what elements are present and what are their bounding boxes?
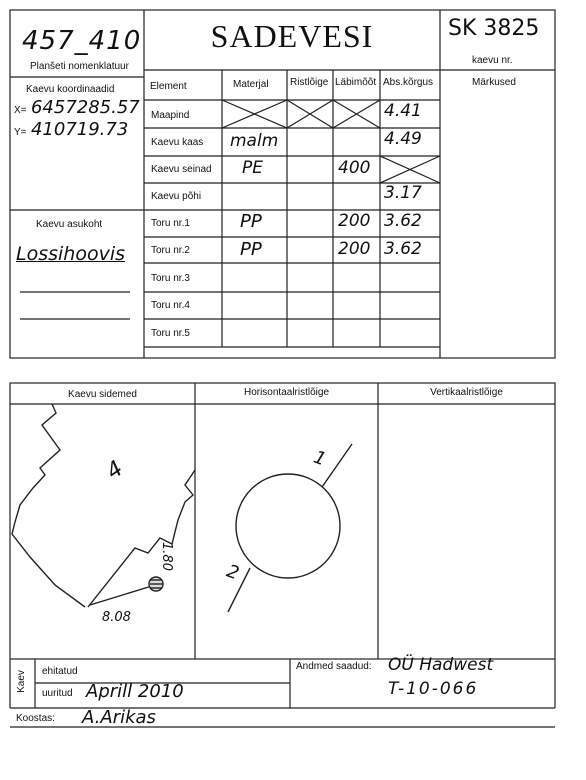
built-label: ehitatud (42, 666, 78, 677)
location-label: Kaevu asukoht (36, 219, 103, 230)
surveyed-value: Aprill 2010 (86, 681, 184, 702)
cell-toru2-diameter: 200 (338, 239, 371, 259)
well-id-label: kaevu nr. (472, 55, 513, 66)
form-title: SADEVESI (210, 18, 374, 54)
cell-kaas-abs: 4.49 (384, 129, 422, 149)
cell-toru1-material: PP (240, 211, 262, 232)
row-element-maapind: Maapind (151, 110, 190, 121)
compiled-label: Koostas: (16, 713, 55, 724)
pipe-2-label: 2 (223, 560, 242, 585)
col-header-abs-height: Abs.kõrgus (383, 77, 434, 88)
col-header-element: Element (150, 81, 187, 92)
distance-label-2: 8.08 (102, 610, 131, 625)
nomenclature-label: Planšeti nomenklatuur (30, 61, 129, 72)
row-element-toru1: Toru nr.1 (151, 218, 190, 229)
cell-toru2-abs: 3.62 (384, 239, 422, 259)
pipe-1-label: 1 (310, 446, 329, 471)
cell-toru1-abs: 3.62 (384, 211, 422, 231)
compiled-value: A.Arikas (82, 707, 156, 728)
sketch-col3-title: Vertikaalristlõige (430, 387, 503, 398)
coordinate-y (14, 119, 128, 140)
col-header-material: Materjal (233, 79, 269, 90)
building-outline (12, 404, 85, 607)
col-header-diameter: Läbimõõt (335, 77, 377, 88)
distance-label-1: 1.80 (158, 542, 174, 571)
y-value: 410719.73 (30, 119, 129, 140)
cell-pohi-abs: 3.17 (384, 183, 422, 203)
x-value: 6457285.57 (30, 97, 140, 118)
data-received-label: Andmed saadud: (296, 661, 372, 672)
cell-toru2-material: PP (240, 239, 262, 260)
row-element-seinad: Kaevu seinad (151, 164, 212, 175)
data-ref-value: T-10-066 (388, 679, 479, 699)
x-prefix: X= (14, 105, 27, 116)
well-id: SK 3825 (448, 16, 540, 41)
row-element-kaas: Kaevu kaas (151, 137, 204, 148)
cell-seinad-diameter: 400 (338, 158, 371, 178)
cell-maapind-abs: 4.41 (384, 101, 422, 121)
col-header-notes: Märkused (472, 77, 516, 88)
row-element-toru5: Toru nr.5 (151, 328, 190, 339)
nomenclature-value: 457_410 (22, 26, 142, 56)
row-element-pohi: Kaevu põhi (151, 191, 202, 202)
building-number-label: 4 (102, 456, 128, 485)
coordinate-x (14, 97, 140, 118)
sketch-col1-title: Kaevu sidemed (68, 389, 137, 400)
cell-seinad-material: PE (242, 158, 263, 178)
location-value: Lossihoovis (16, 243, 125, 265)
row-element-toru2: Toru nr.2 (151, 245, 190, 256)
sketch-col2-title: Horisontaalristlõige (243, 387, 330, 398)
y-prefix: Y= (14, 127, 27, 138)
building-outline-right (88, 470, 195, 607)
well-circle (236, 474, 340, 578)
well-label-vertical: Kaev (15, 670, 27, 693)
row-element-toru4: Toru nr.4 (151, 300, 190, 311)
data-source-value: OÜ Hadwest (388, 655, 494, 675)
col-header-cross-section: Ristlõige (290, 77, 329, 88)
cell-kaas-material: malm (230, 131, 279, 151)
surveyed-label: uuritud (42, 688, 73, 699)
row-element-toru3: Toru nr.3 (151, 273, 190, 284)
coordinates-label: Kaevu koordinaadid (26, 84, 115, 95)
cell-toru1-diameter: 200 (338, 211, 371, 231)
